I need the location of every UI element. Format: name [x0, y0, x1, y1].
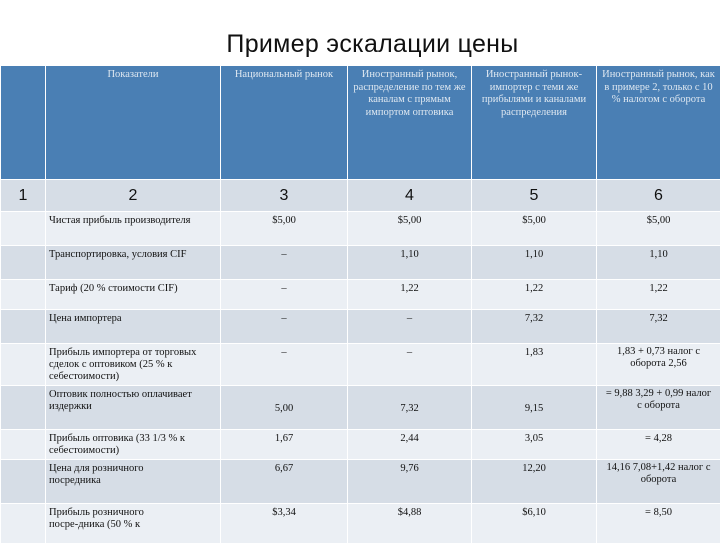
cell-value: 7,32: [597, 310, 720, 344]
cell-value: 2,44: [348, 430, 472, 460]
header-cell: Показатели: [46, 66, 221, 180]
table-row: [1, 344, 720, 386]
row-label: Тариф (20 % стоимости CIF): [46, 280, 221, 310]
header-cell: Иностранный рынок-импортер с теми же прибылями и каналами распределения: [472, 66, 597, 180]
table-row: [1, 460, 720, 504]
table-row: [1, 386, 720, 430]
cell-value: 1,83: [472, 344, 597, 386]
cell-value: –: [348, 344, 472, 386]
cell-value: $6,10: [472, 504, 597, 544]
cell-value: 6,67: [221, 460, 348, 504]
column-number: 1: [1, 180, 46, 212]
cell-value: 1,67: [221, 430, 348, 460]
row-label: Прибыль розничного посре-дника (50 % к: [46, 504, 221, 544]
cell-value: = 8,50: [597, 504, 720, 544]
cell-value: –: [221, 280, 348, 310]
table-row: [1, 246, 720, 280]
cell-value: –: [221, 246, 348, 280]
cell-value: 7,32: [472, 310, 597, 344]
cell-value: $3,34: [221, 504, 348, 544]
header-cell: Иностранный рынок, как в примере 2, только с 10 % налогом с оборота: [597, 66, 720, 180]
cell-value: 3,05: [472, 430, 597, 460]
cell-value: 1,22: [348, 280, 472, 310]
column-number: 6: [597, 180, 720, 212]
cell-value: 7,32: [348, 386, 472, 430]
cell-value: = 4,28: [597, 430, 720, 460]
cell-value: 1,10: [597, 246, 720, 280]
row-label: Транспортировка, условия CIF: [46, 246, 221, 280]
cell-value: 1,22: [472, 280, 597, 310]
table-row: [1, 280, 720, 310]
table-row: [1, 310, 720, 344]
cell-value: –: [221, 344, 348, 386]
row-label: Цена импортера: [46, 310, 221, 344]
price-escalation-table: [0, 65, 720, 544]
cell-value: $5,00: [221, 212, 348, 246]
column-number: 3: [221, 180, 348, 212]
cell-value: $5,00: [472, 212, 597, 246]
row-label: Оптовик полностью оплачивает издержки: [46, 386, 221, 430]
row-label: Прибыль импортера от торговых сделок с оптовиком (25 % к себестоимости): [46, 344, 221, 386]
header-cell: [1, 66, 46, 180]
table-row: [1, 212, 720, 246]
cell-value: 1,10: [348, 246, 472, 280]
header-cell: Национальный рынок: [221, 66, 348, 180]
column-number: 5: [472, 180, 597, 212]
cell-value: 9,76: [348, 460, 472, 504]
cell-value: 14,16 7,08+1,42 налог с оборота: [597, 460, 720, 504]
column-number: 4: [348, 180, 472, 212]
cell-value: 9,15: [472, 386, 597, 430]
cell-value: $5,00: [348, 212, 472, 246]
cell-value: $5,00: [597, 212, 720, 246]
row-label: Прибыль оптовика (33 1/3 % к себестоимости): [46, 430, 221, 460]
table-row: [1, 504, 720, 544]
row-label: Чистая прибыль производителя: [46, 212, 221, 246]
cell-value: 1,22: [597, 280, 720, 310]
header-row: [1, 66, 720, 180]
row-label: Цена для розничного посредника: [46, 460, 221, 504]
cell-value: $4,88: [348, 504, 472, 544]
cell-value: –: [221, 310, 348, 344]
table-row: [1, 430, 720, 460]
cell-value: 12,20: [472, 460, 597, 504]
column-number: 2: [46, 180, 221, 212]
cell-value: –: [348, 310, 472, 344]
header-cell: Иностранный рынок, распределение по тем же каналам с прямым импортом оптовика: [348, 66, 472, 180]
cell-value: 5,00: [221, 386, 348, 430]
slide-title: Пример эскалации цены: [0, 30, 720, 59]
cell-value: 1,10: [472, 246, 597, 280]
cell-value: = 9,88 3,29 + 0,99 налог с оборота: [597, 386, 720, 430]
cell-value: 1,83 + 0,73 налог с оборота 2,56: [597, 344, 720, 386]
column-number-row: [1, 180, 720, 212]
